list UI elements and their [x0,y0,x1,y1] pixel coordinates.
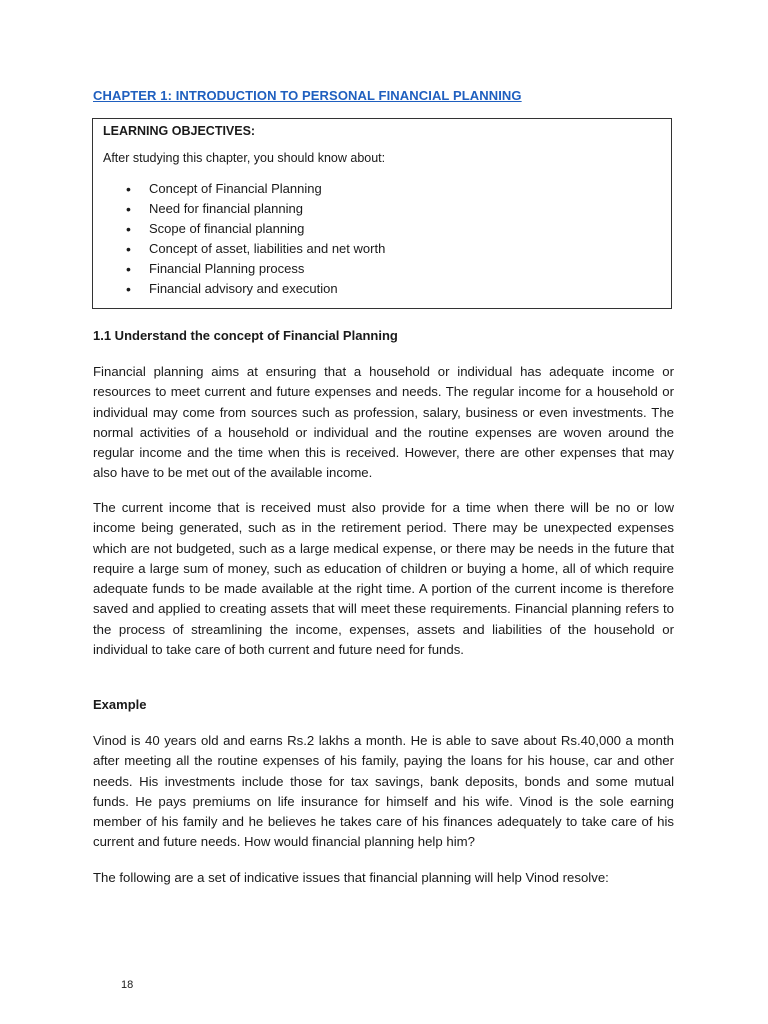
objective-item [93,259,385,279]
objective-item [93,199,385,219]
objective-text: Financial Planning process [149,261,305,276]
learning-objectives-box [92,118,672,309]
chapter-title: CHAPTER 1: INTRODUCTION TO PERSONAL FINANCIAL PLANNING [93,88,522,103]
objective-text: Concept of Financial Planning [149,181,322,196]
learning-objectives-heading: LEARNING OBJECTIVES: [103,124,256,138]
bullet-icon: • [126,201,131,217]
example-paragraph: The following are a set of indicative issues that financial planning will help Vinod resolve: [93,870,609,885]
objective-text: Scope of financial planning [149,221,305,236]
learning-objectives-list [93,179,385,299]
objective-text: Financial advisory and execution [149,281,338,296]
example-heading: Example [93,697,147,712]
example-paragraph: Vinod is 40 years old and earns Rs.2 lakhs a month. He is able to save about Rs.40,000 a month after meeting all the routine expenses of his family, paying the loans for his house, car and other needs. His investments include those for tax savings, bank deposits, bonds and some mutual funds. He pays premiums on life insurance for himself and his wife. Vinod is the sole earning member of his family and he believes he takes care of his finances adequately to take care of his current and future needs. How would financial planning help him? [93,733,674,850]
objective-item [93,179,385,199]
body-paragraph: The current income that is received must also provide for a time when there will be no or low income being generated, such as in the retirement period. There may be unexpected expenses which are not budgeted, such as a large medical expense, or there may be needs in the future that require a large sum of money, such as education of children or buying a home, all of which require adequate funds to be made available at the right time. A portion of the current income is therefore saved and applied to creating assets that will meet these requirements. Financial planning refers to the process of streamlining the income, expenses, assets and liabilities of the household or individual to take care of both current and future need for funds. [93,500,674,658]
objective-item [93,239,385,259]
learning-objectives-intro: After studying this chapter, you should know about: [103,151,386,165]
bullet-icon: • [126,241,131,257]
page-number: 18 [121,979,134,991]
objective-text: Concept of asset, liabilities and net worth [149,241,386,256]
objective-item [93,219,385,239]
objective-text: Need for financial planning [149,201,303,216]
section-heading: 1.1 Understand the concept of Financial Planning [93,328,398,343]
bullet-icon: • [126,181,131,197]
objective-item [93,279,385,299]
body-paragraph: Financial planning aims at ensuring that a household or individual has adequate income or resources to meet current and future expenses and needs. The regular income for a household or individual may come from sources such as profession, salary, business or even investments. The normal activities of a household or individual and the routine expenses are woven around the regular income and the time when this is received. However, there are other expenses that may also have to be met out of the available income. [93,364,674,481]
bullet-icon: • [126,221,131,237]
bullet-icon: • [126,261,131,277]
bullet-icon: • [126,281,131,297]
